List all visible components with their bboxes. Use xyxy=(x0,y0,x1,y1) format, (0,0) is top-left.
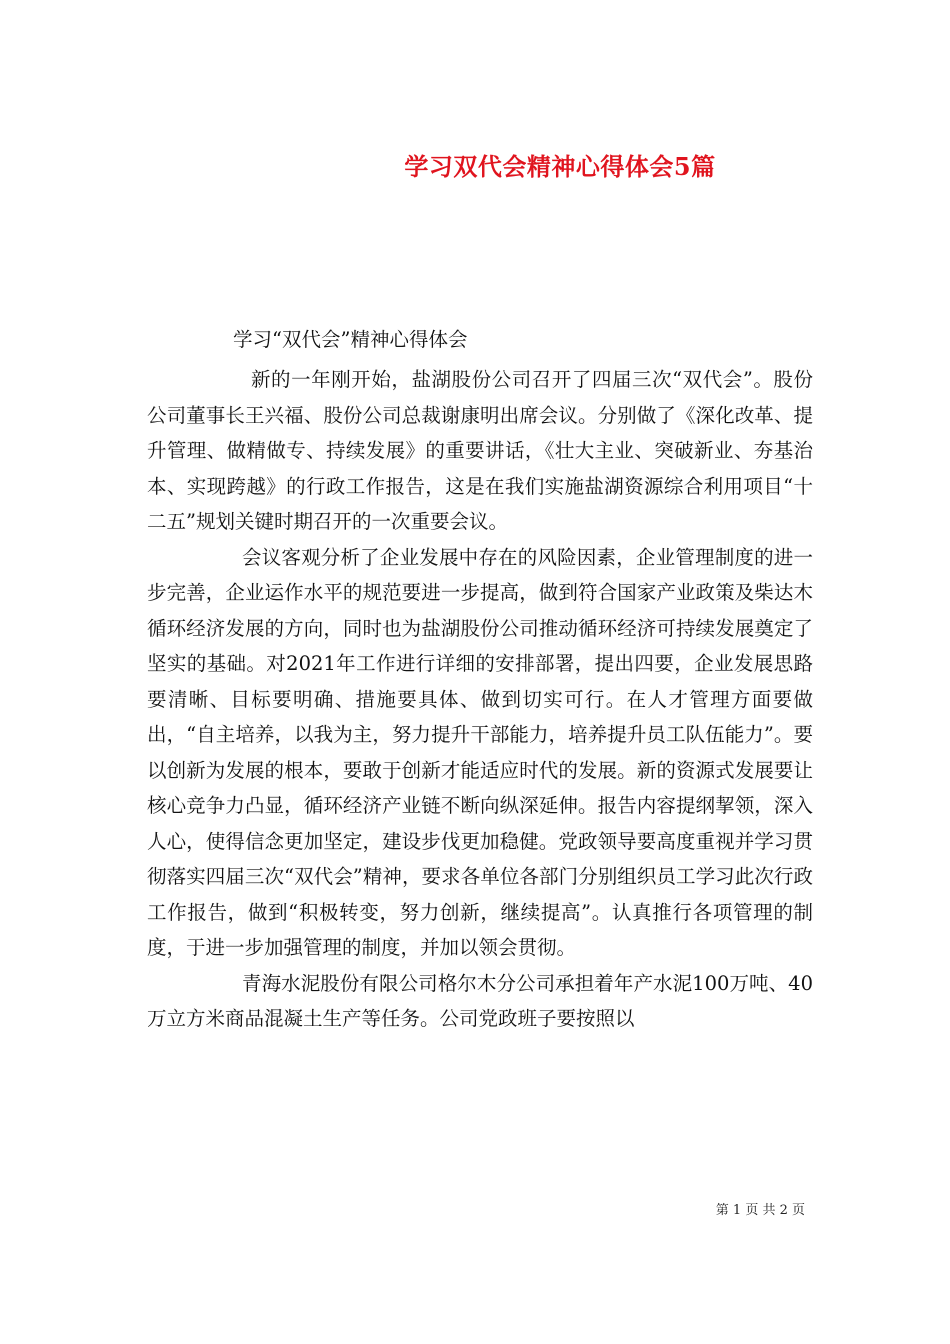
document-title: 学习双代会精神心得体会5篇 xyxy=(404,152,716,182)
body-paragraph-2: 会议客观分析了企业发展中存在的风险因素，企业管理制度的进一步完善，企业运作水平的规范要进一步提高，做到符合国家产业政策及柴达木循环经济发展的方向，同时也为盐湖股份公司推动循环经济可持续发展奠定了坚实的基础。对2021年工作进行详细的安排部署，提出四要，企业发展思路要清晰、目标要明确、措施要具体、做到切实可行。在人才管理方面要做出，“自主培养，以我为主，努力提升干部能力，培养提升员工队伍能力”。要以创新为发展的根本，要敢于创新才能适应时代的发展。新的资源式发展要让核心竞争力凸显，循环经济产业链不断向纵深延伸。报告内容提纲挈领，深入人心，使得信念更加坚定，建设步伐更加稳健。党政领导要高度重视并学习贯彻落实四届三次“双代会”精神，要求各单位各部门分别组织员工学习此次行政工作报告，做到“积极转变，努力创新，继续提高”。认真推行各项管理的制度，于进一步加强管理的制度，并加以领会贯彻。 xyxy=(147,545,813,959)
article-subheading: 学习“双代会”精神心得体会 xyxy=(233,328,468,351)
body-paragraph-1: 新的一年刚开始，盐湖股份公司召开了四届三次“双代会”。股份公司董事长王兴福、股份公司总裁谢康明出席会议。分别做了《深化改革、提升管理、做精做专、持续发展》的重要讲话，《壮大主业、突破新业、夯基治本、实现跨越》的行政工作报告，这是在我们实施盐湖资源综合利用项目“十二五”规划关键时期召开的一次重要会议。 xyxy=(147,368,813,533)
body-paragraph-3: 青海水泥股份有限公司格尔木分公司承担着年产水泥100万吨、40万立方米商品混凝土生产等任务。公司党政班子要按照以 xyxy=(147,971,813,1030)
page-number-footer: 第 1 页 共 2 页 xyxy=(715,1203,805,1218)
document-body xyxy=(147,326,813,1037)
